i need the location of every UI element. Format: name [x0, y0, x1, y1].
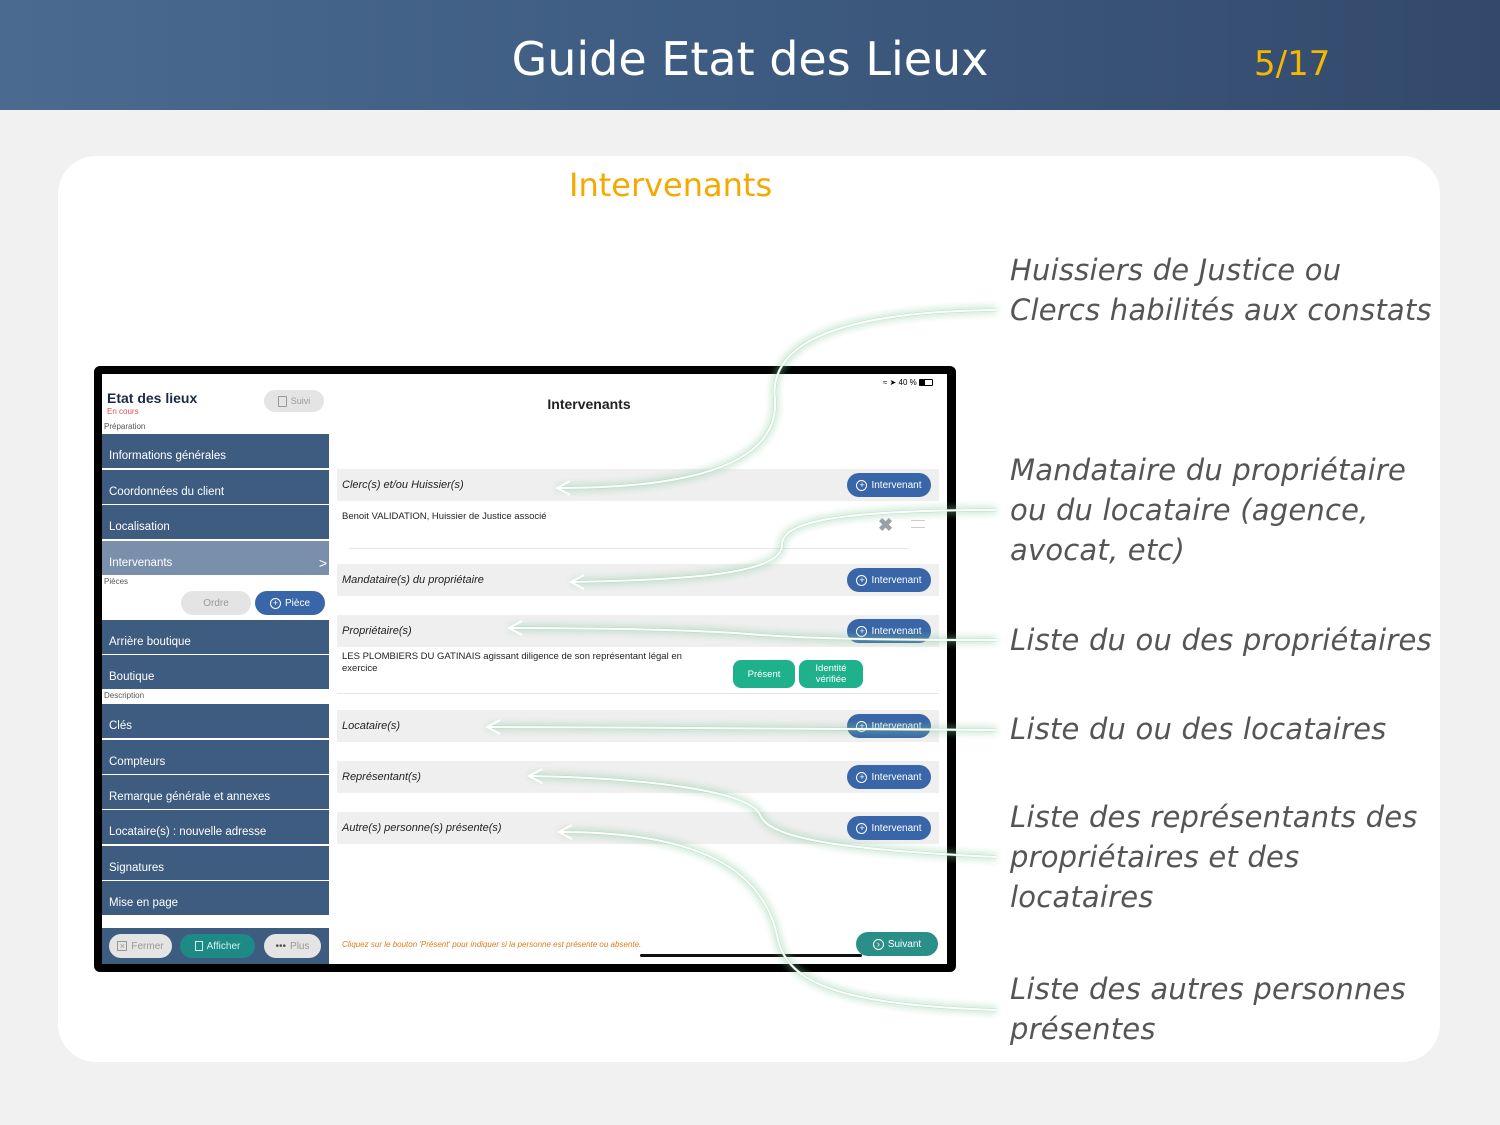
annotation-autres: Liste des autres personnes présentes [1010, 972, 1406, 1046]
sidebar-item-mise-en-page[interactable] [102, 881, 329, 915]
intervenant-label: Intervenant [871, 771, 922, 783]
intervenant-label: Intervenant [871, 574, 922, 586]
add-intervenant-button[interactable] [847, 816, 931, 840]
suivant-button[interactable] [856, 932, 938, 956]
section-pieces: Pièces [104, 577, 129, 586]
plus-icon: + [856, 823, 867, 834]
suivi-button[interactable] [264, 390, 324, 412]
intervenant-label: Intervenant [871, 479, 922, 491]
title-banner [0, 0, 1500, 110]
drag-handle-icon[interactable] [911, 520, 925, 528]
plus-icon: + [856, 480, 867, 491]
huissier-entry: Benoit VALIDATION, Huissier de Justice associé [342, 511, 547, 522]
section-label: Représentant(s) [342, 771, 421, 783]
proprietaire-entry: LES PLOMBIERS DU GATINAIS agissant diligence de son représentant légal en exercice [342, 651, 682, 674]
present-button[interactable] [733, 660, 795, 688]
present-label: Présent [747, 668, 781, 680]
plus-icon: + [856, 772, 867, 783]
section-preparation: Préparation [104, 422, 146, 431]
fermer-button[interactable] [109, 934, 172, 958]
sidebar-item-localisation[interactable] [102, 505, 329, 539]
sidebar-item-label: Informations générales [109, 450, 226, 462]
plus-button[interactable] [264, 934, 321, 958]
section-label: Propriétaire(s) [342, 625, 412, 637]
slide-heading: Intervenants [569, 166, 773, 204]
delete-icon[interactable]: ✖ [878, 515, 894, 535]
suivant-label: Suivant [887, 938, 922, 950]
section-proprietaires [337, 615, 939, 647]
section-locataires [337, 710, 939, 742]
section-label: Autre(s) personne(s) présente(s) [342, 822, 502, 834]
afficher-label: Afficher [206, 940, 241, 952]
plus-icon: + [856, 626, 867, 637]
sidebar-item-label: Compteurs [109, 756, 166, 768]
chevron-right-icon: > [318, 555, 327, 571]
section-representants [337, 761, 939, 793]
guide-title: Guide Etat des Lieux [511, 32, 989, 86]
sidebar-item-label: Locataire(s) : nouvelle adresse [109, 826, 267, 838]
divider [349, 548, 909, 549]
plus-label: Plus [290, 940, 310, 952]
battery-level: 40 % [898, 378, 917, 387]
sidebar-item-remarque[interactable] [102, 775, 329, 809]
add-intervenant-button[interactable] [847, 568, 931, 592]
sidebar-item-intervenants[interactable] [102, 541, 329, 575]
tablet-screen [102, 374, 947, 964]
sidebar-item-label: Intervenants [109, 557, 173, 569]
sidebar-item-arriere-boutique[interactable] [102, 620, 329, 654]
main-panel [329, 374, 947, 964]
ordre-label: Ordre [203, 597, 229, 609]
annotation-mandataire: Mandataire du propriétaire ou du locataire (agence, avocat, etc) [1010, 453, 1407, 567]
sidebar [102, 374, 329, 964]
section-clercs-huissiers [337, 469, 939, 501]
identite-label: Identité vérifiée [815, 663, 847, 685]
plus-icon: + [270, 598, 281, 609]
add-piece-button[interactable] [255, 591, 325, 615]
divider [337, 693, 939, 694]
sidebar-item-label: Arrière boutique [109, 636, 191, 648]
app-status: En cours [107, 407, 139, 416]
add-intervenant-button[interactable] [847, 714, 931, 738]
close-icon: × [117, 941, 127, 951]
footer-note: Cliquez sur le bouton 'Présent' pour indiquer si la personne est présente ou absente. [342, 940, 642, 949]
annotation-huissiers: Huissiers de Justice ou Clercs habilités aux constats [1010, 253, 1432, 327]
afficher-button[interactable] [180, 934, 255, 958]
sidebar-item-informations[interactable] [102, 434, 329, 468]
piece-label: Pièce [284, 597, 310, 609]
sidebar-item-compteurs[interactable] [102, 740, 329, 774]
sidebar-item-label: Clés [109, 720, 133, 732]
section-description: Description [104, 691, 145, 700]
identite-verifiee-button[interactable] [799, 660, 863, 688]
add-intervenant-button[interactable] [847, 619, 931, 643]
sidebar-item-label: Localisation [109, 521, 170, 533]
ordre-button[interactable] [181, 591, 251, 615]
sidebar-item-cles[interactable] [102, 704, 329, 738]
sidebar-item-label: Mise en page [109, 897, 179, 909]
main-title: Intervenants [547, 396, 631, 412]
fermer-label: Fermer [131, 940, 164, 952]
plus-icon: + [856, 721, 867, 732]
annotation-locataires: Liste du ou des locataires [1010, 712, 1387, 746]
suivi-label: Suivi [290, 396, 311, 406]
wifi-icon: ≈ ➤ [882, 378, 897, 387]
more-dots-icon: ••• [275, 940, 287, 952]
page-counter: 5/17 [1254, 44, 1331, 84]
sidebar-item-boutique[interactable] [102, 655, 329, 689]
sidebar-item-label: Coordonnées du client [109, 486, 225, 498]
intervenant-label: Intervenant [871, 625, 922, 637]
sidebar-item-label: Signatures [109, 862, 164, 874]
sidebar-item-signatures[interactable] [102, 846, 329, 880]
sidebar-item-label: Boutique [109, 671, 155, 683]
annotation-proprietaires: Liste du ou des propriétaires [1010, 623, 1432, 657]
sidebar-item-nouvelle-adresse[interactable] [102, 810, 329, 844]
add-intervenant-button[interactable] [847, 765, 931, 789]
intervenant-label: Intervenant [871, 822, 922, 834]
sidebar-item-label: Remarque générale et annexes [109, 791, 271, 803]
section-label: Mandataire(s) du propriétaire [342, 574, 484, 586]
document-icon [195, 941, 203, 951]
app-title: Etat des lieux [107, 390, 198, 406]
clipboard-icon [278, 396, 287, 407]
plus-icon: + [856, 575, 867, 586]
annotation-representants: Liste des représentants des propriétaires et des locataires [1010, 800, 1418, 914]
add-intervenant-button[interactable] [847, 473, 931, 497]
section-autres-personnes [337, 812, 939, 844]
section-label: Locataire(s) [342, 720, 401, 732]
home-indicator [640, 954, 862, 957]
arrow-right-icon: › [873, 939, 884, 950]
section-mandataires [337, 564, 939, 596]
intervenant-label: Intervenant [871, 720, 922, 732]
sidebar-item-coordonnees[interactable] [102, 470, 329, 504]
section-label: Clerc(s) et/ou Huissier(s) [342, 479, 464, 491]
